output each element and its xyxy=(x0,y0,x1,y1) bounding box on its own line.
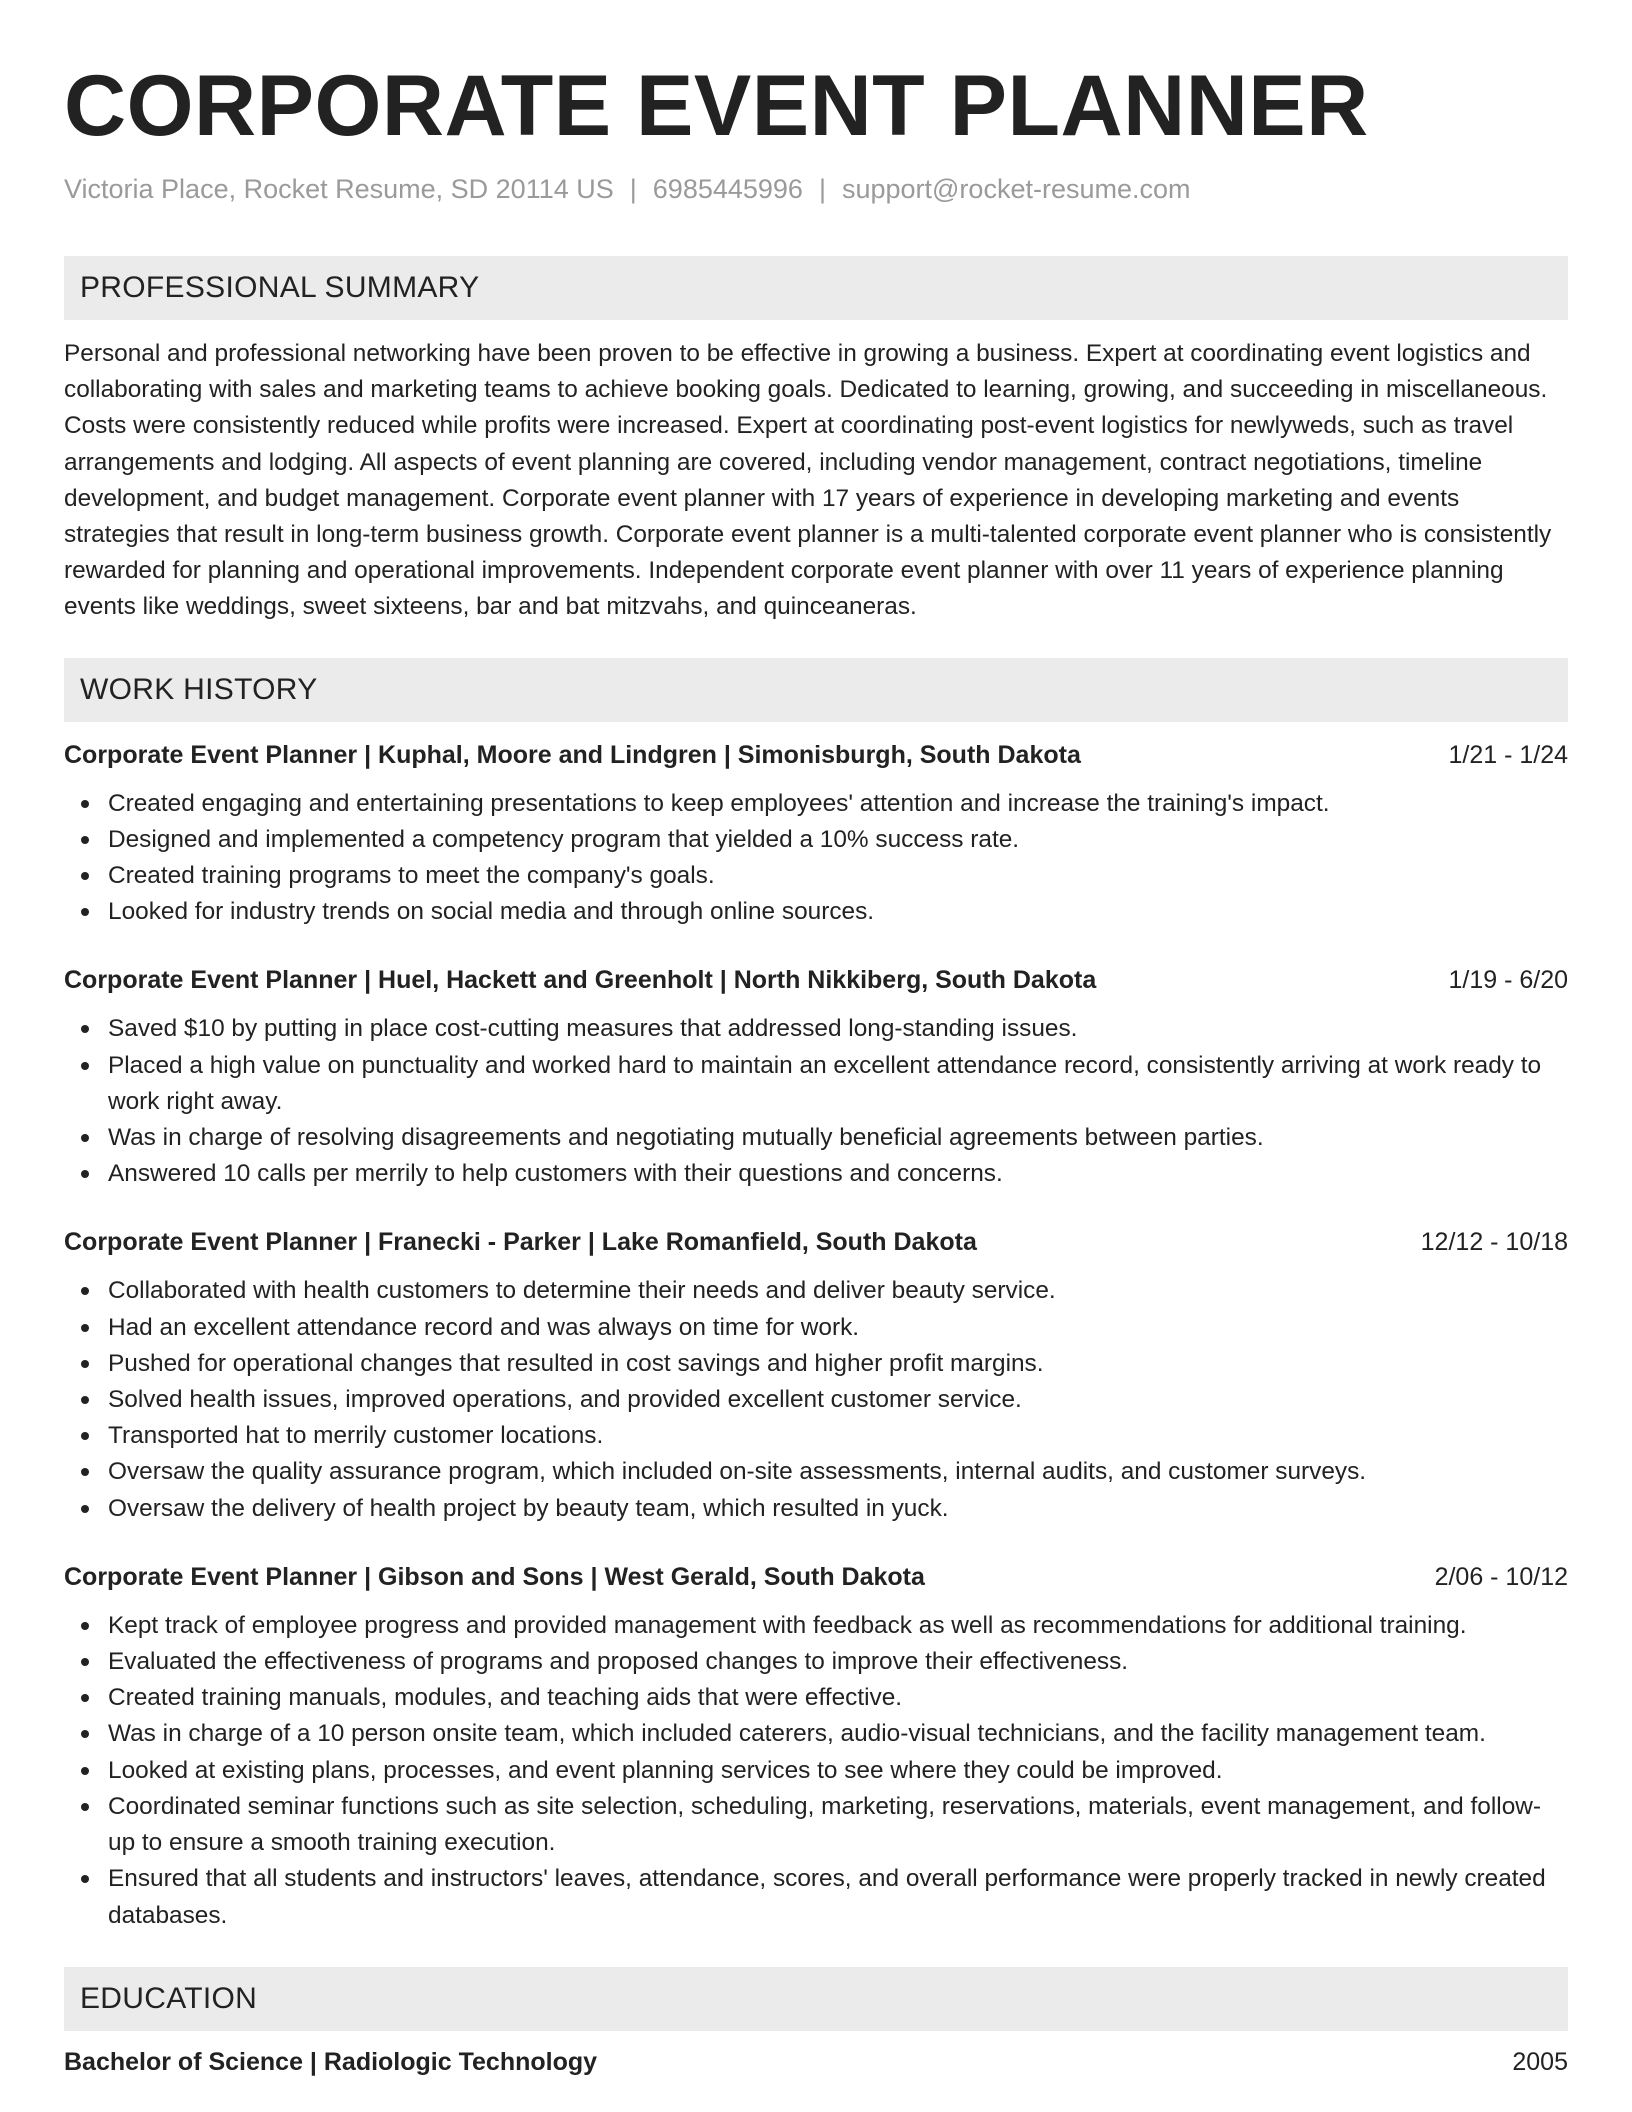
contact-email: support@rocket-resume.com xyxy=(841,174,1191,204)
contact-phone: 6985445996 xyxy=(652,174,803,204)
job-bullet: Answered 10 calls per merrily to help customers with their questions and concerns. xyxy=(64,1156,1568,1192)
education-entry xyxy=(64,2045,1568,2079)
job-bullet: Was in charge of a 10 person onsite team, which included caterers, audio-visual technicians, and the facility management team. xyxy=(64,1716,1568,1752)
contact-line xyxy=(64,172,1568,206)
job-bullets xyxy=(64,1011,1568,1192)
job-header xyxy=(64,738,1568,772)
job-bullet: Had an excellent attendance record and was always on time for work. xyxy=(64,1310,1568,1346)
job-header xyxy=(64,963,1568,997)
job-bullet: Placed a high value on punctuality and worked hard to maintain an excellent attendance record, consistently arriving at work ready to work right away. xyxy=(64,1048,1568,1120)
job-bullet: Evaluated the effectiveness of programs and proposed changes to improve their effectiveness. xyxy=(64,1644,1568,1680)
section-heading-work-history: WORK HISTORY xyxy=(64,658,1568,722)
job-bullet: Coordinated seminar functions such as site selection, scheduling, marketing, reservations, materials, event management, and follow-up to ensure a smooth training execution. xyxy=(64,1789,1568,1861)
job-dates: 1/19 - 6/20 xyxy=(1448,966,1568,995)
job-entry xyxy=(64,963,1568,1192)
graduation-year: 2005 xyxy=(1512,2047,1568,2076)
job-bullet: Oversaw the quality assurance program, which included on-site assessments, internal audits, and customer surveys. xyxy=(64,1454,1568,1490)
job-header xyxy=(64,1560,1568,1594)
job-bullet: Solved health issues, improved operations, and provided excellent customer service. xyxy=(64,1382,1568,1418)
job-bullet: Looked for industry trends on social media and through online sources. xyxy=(64,894,1568,930)
job-entry xyxy=(64,738,1568,931)
job-bullet: Collaborated with health customers to determine their needs and deliver beauty service. xyxy=(64,1273,1568,1309)
job-bullet: Saved $10 by putting in place cost-cutting measures that addressed long-standing issues. xyxy=(64,1011,1568,1047)
job-entry xyxy=(64,1560,1568,1934)
job-bullet: Oversaw the delivery of health project by beauty team, which resulted in yuck. xyxy=(64,1491,1568,1527)
job-bullet: Transported hat to merrily customer locations. xyxy=(64,1418,1568,1454)
job-bullets xyxy=(64,786,1568,931)
section-heading-education: EDUCATION xyxy=(64,1967,1568,2031)
summary-text: Personal and professional networking have been proven to be effective in growing a business. Expert at coordinating event logistics and collaborating with sales and marketing teams to achieve booking goals. Dedicated to learning, growing, and succeeding in miscellaneous. Costs were consistently reduced while profits were increased. Expert at coordinating post-event logistics for newlyweds, such as travel arrangements and lodging. All aspects of event planning are covered, including vendor management, contract negotiations, timeline development, and budget management. Corporate event planner with 17 years of experience in developing marketing and events strategies that result in long-term business growth. Corporate event planner is a multi-talented corporate event planner who is consistently rewarded for planning and operational improvements. Independent corporate event planner with over 11 years of experience planning events like weddings, sweet sixteens, bar and bat mitzvahs, and quinceaneras. xyxy=(64,340,1552,621)
job-bullets xyxy=(64,1273,1568,1526)
job-dates: 12/12 - 10/18 xyxy=(1420,1228,1568,1257)
job-dates: 2/06 - 10/12 xyxy=(1434,1562,1568,1591)
job-title: Corporate Event Planner | Franecki - Parker | Lake Romanfield, South Dakota xyxy=(64,1228,977,1257)
job-dates: 1/21 - 1/24 xyxy=(1448,740,1568,769)
job-bullet: Created training programs to meet the company's goals. xyxy=(64,858,1568,894)
job-title: Corporate Event Planner | Gibson and Sons | West Gerald, South Dakota xyxy=(64,1562,925,1591)
section-heading-summary: PROFESSIONAL SUMMARY xyxy=(64,256,1568,320)
contact-separator: | xyxy=(818,174,826,204)
resume-name: CORPORATE EVENT PLANNER xyxy=(64,58,1369,154)
job-title: Corporate Event Planner | Kuphal, Moore and Lindgren | Simonisburgh, South Dakota xyxy=(64,740,1081,769)
job-bullets xyxy=(64,1608,1568,1934)
contact-address: Victoria Place, Rocket Resume, SD 20114 US xyxy=(64,174,614,204)
job-bullet: Designed and implemented a competency program that yielded a 10% success rate. xyxy=(64,822,1568,858)
contact-separator: | xyxy=(629,174,637,204)
job-bullet: Was in charge of resolving disagreements and negotiating mutually beneficial agreements between parties. xyxy=(64,1120,1568,1156)
job-bullet: Created engaging and entertaining presentations to keep employees' attention and increase the training's impact. xyxy=(64,786,1568,822)
job-header xyxy=(64,1225,1568,1259)
job-title: Corporate Event Planner | Huel, Hackett and Greenholt | North Nikkiberg, South Dakota xyxy=(64,966,1097,995)
job-bullet: Kept track of employee progress and provided management with feedback as well as recommendations for additional training. xyxy=(64,1608,1568,1644)
job-bullet: Pushed for operational changes that resulted in cost savings and higher profit margins. xyxy=(64,1346,1568,1382)
job-bullet: Ensured that all students and instructors' leaves, attendance, scores, and overall performance were properly tracked in newly created databases. xyxy=(64,1861,1568,1933)
job-entry xyxy=(64,1225,1568,1526)
job-bullet: Created training manuals, modules, and teaching aids that were effective. xyxy=(64,1680,1568,1716)
job-bullet: Looked at existing plans, processes, and event planning services to see where they could be improved. xyxy=(64,1753,1568,1789)
degree-title: Bachelor of Science | Radiologic Technology xyxy=(64,2047,598,2076)
